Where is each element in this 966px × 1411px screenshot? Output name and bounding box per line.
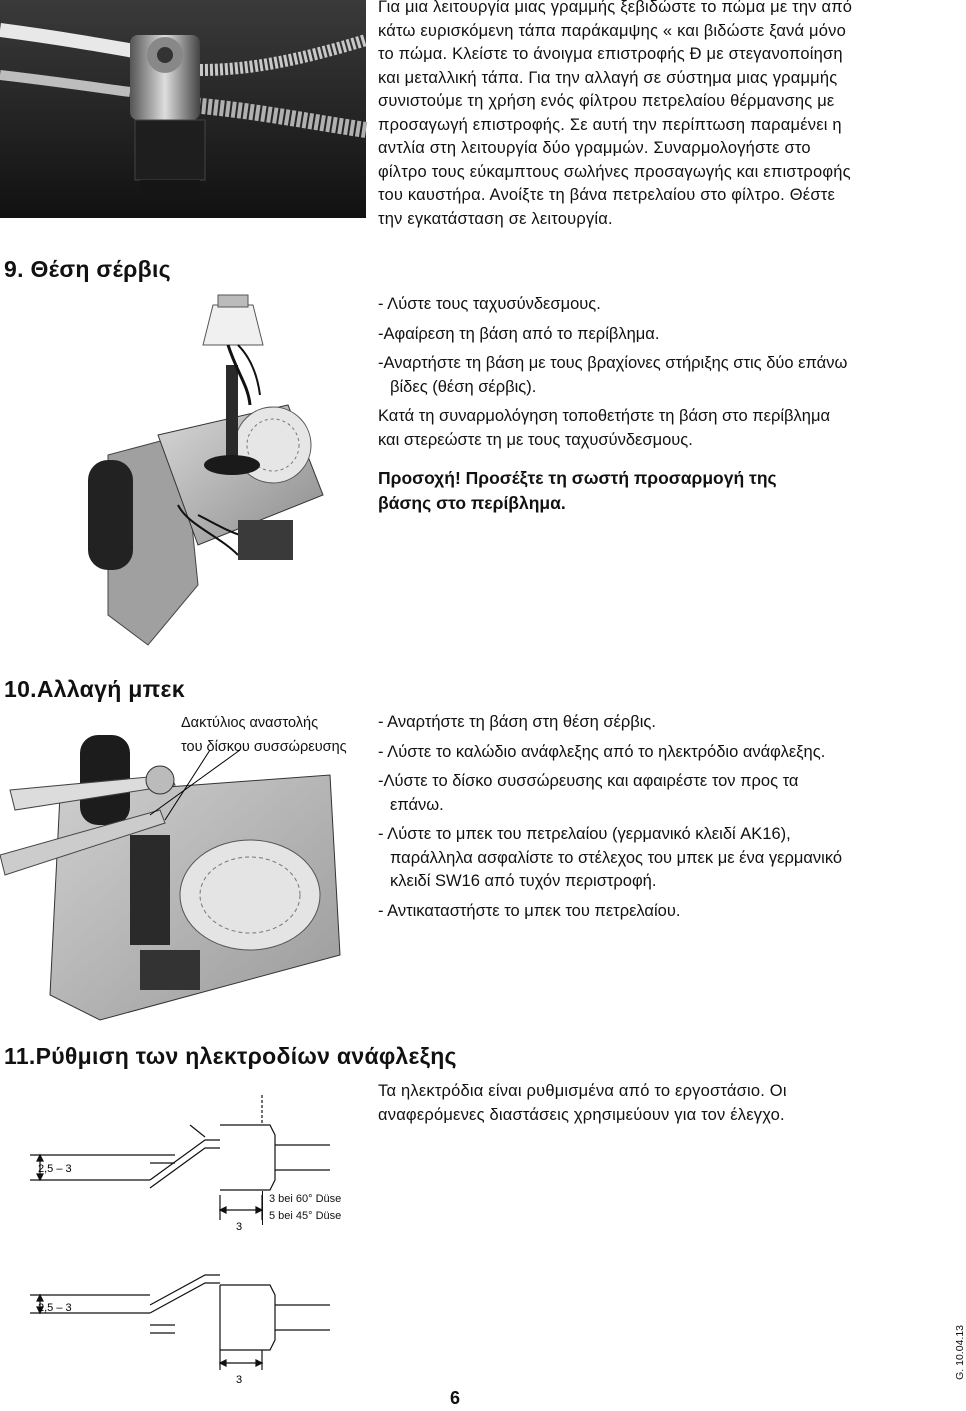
text-line: αναφερόμενες διαστάσεις χρησιμεύουν για τον έλεγχο. bbox=[378, 1105, 785, 1124]
intro-line: κάτω ευρισκόμενη τάπα παράκαμψης « και βιδώστε ξανά μόνο bbox=[378, 21, 846, 40]
list-item: - Λύστε το μπεκ του πετρελαίου (γερμανικό κλειδί AK16), bbox=[378, 825, 791, 843]
electrode-diagram-2 bbox=[30, 1255, 360, 1405]
intro-line: το πώμα. Κλείστε το άνοιγμα επιστροφής Ð με στεγανοποίηση bbox=[378, 45, 843, 63]
section-11-title: 11.Ρύθμιση των ηλεκτροδίων ανάφλεξης bbox=[4, 1043, 457, 1069]
list-item: -Αφαίρεση τη βάση από το περίβλημα. bbox=[378, 324, 660, 343]
warning-text: βάσης στο περίβλημα. bbox=[378, 493, 566, 513]
dim-offset-label: 3 bbox=[236, 1221, 243, 1233]
list-item: - Αναρτήστε τη βάση στη θέση σέρβις. bbox=[378, 713, 656, 731]
nozzle-replacement-photo bbox=[0, 735, 345, 1025]
document-code: G. 10.04.13 bbox=[954, 1325, 966, 1380]
list-item: - Λύστε το καλώδιο ανάφλεξης από το ηλεκτρόδιο ανάφλεξης. bbox=[378, 742, 826, 761]
dim-gap-label: 2,5 – 3 bbox=[38, 1302, 72, 1314]
section-11-text bbox=[378, 1080, 953, 1127]
list-item: επάνω. bbox=[390, 795, 444, 814]
intro-line: και μεταλλική τάπα. Για την αλλαγή σε σύστημα μιας γραμμής bbox=[378, 68, 838, 87]
list-item: - Αντικαταστήστε το μπεκ του πετρελαίου. bbox=[378, 901, 681, 920]
burner-service-position-photo bbox=[88, 285, 328, 655]
list-item: παράλληλα ασφαλίστε το στέλεχος του μπεκ με ένα γερμανικό bbox=[390, 848, 843, 867]
section-9-steps bbox=[378, 293, 953, 516]
list-item: - Λύστε τους ταχυσύνδεσμους. bbox=[378, 295, 601, 313]
section-9-title: 9. Θέση σέρβις bbox=[4, 256, 171, 282]
intro-line: την εγκατάσταση σε λειτουργία. bbox=[378, 209, 613, 228]
page-number: 6 bbox=[450, 1388, 461, 1408]
warning-text: Προσοχή! Προσέξτε τη σωστή προσαρμογή της bbox=[378, 468, 777, 488]
caption-line: Δακτύλιος αναστολής bbox=[181, 715, 319, 731]
list-item: και στερεώστε τη με τους ταχυσύνδεσμους. bbox=[378, 430, 693, 449]
intro-line: φίλτρο τους εύκαμπτους σωλήνες προσαγωγής και επιστροφής bbox=[378, 162, 851, 181]
oil-filter-photo bbox=[0, 0, 366, 218]
nozzle-angle-notes bbox=[262, 1191, 341, 1225]
list-item: Κατά τη συναρμολόγηση τοποθετήστε τη βάση στο περίβλημα bbox=[378, 407, 830, 425]
intro-line: προσαγωγή επιστροφής. Σε αυτή την περίπτωση παραμένει η bbox=[378, 115, 842, 134]
list-item: βίδες (θέση σέρβις). bbox=[390, 377, 537, 396]
dim-gap-label: 2,5 – 3 bbox=[38, 1163, 72, 1175]
intro-line: Για μια λειτουργία μιας γραμμής ξεβιδώστε το πώμα με την από bbox=[378, 0, 853, 16]
text-line: Τα ηλεκτρόδια είναι ρυθμισμένα από το εργοστάσιο. Οι bbox=[378, 1082, 787, 1100]
section-10-steps bbox=[378, 711, 953, 929]
dim-offset-label: 3 bbox=[236, 1374, 243, 1386]
intro-paragraph bbox=[378, 0, 958, 231]
note-line: 5 bei 45° Düse bbox=[269, 1210, 342, 1222]
intro-line: αντλία στη λειτουργία δύο γραμμών. Συναρμολογήστε στο bbox=[378, 139, 811, 157]
intro-line: συνιστούμε τη χρήση ενός φίλτρου πετρελαίου θέρμανσης με bbox=[378, 92, 835, 110]
list-item: κλειδί SW16 από τυχόν περιστροφή. bbox=[390, 872, 657, 890]
intro-line: του καυστήρα. Ανοίξτε τη βάνα πετρελαίου στο φίλτρο. Θέστε bbox=[378, 186, 835, 204]
note-line: 3 bei 60° Düse bbox=[269, 1193, 342, 1205]
list-item: -Αναρτήστε τη βάση με τους βραχίονες στήριξης στις δύο επάνω bbox=[378, 354, 848, 372]
caption-line: του δίσκου συσσώρευσης bbox=[181, 739, 347, 755]
list-item: -Λύστε το δίσκο συσσώρευσης και αφαιρέστε τον προς τα bbox=[378, 772, 799, 790]
section-10-title: 10.Αλλαγή μπεκ bbox=[4, 676, 185, 702]
